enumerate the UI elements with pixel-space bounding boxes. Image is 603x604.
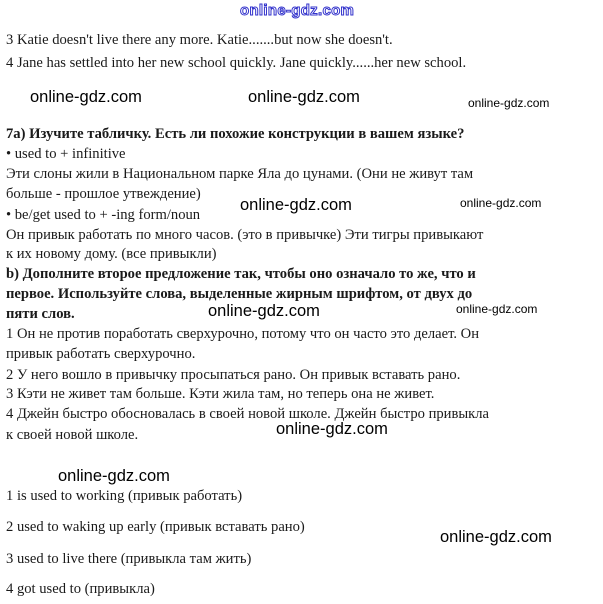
answer-1: 1 is used to working (привык работать)	[6, 488, 243, 504]
watermark: online-gdz.com	[468, 96, 550, 110]
sentence-1-line-2: привык работать сверхурочно.	[6, 346, 196, 362]
watermark: online-gdz.com	[248, 88, 360, 106]
example-1-line-1: Эти слоны жили в Национальном парке Яла до цунами. (Они не живут там	[6, 166, 474, 182]
watermark-top: online-gdz.com	[240, 2, 355, 19]
watermark: online-gdz.com	[276, 420, 388, 438]
bullet-used-to: • used to + infinitive	[6, 146, 126, 162]
task-7b-title-line-3: пяти слов.	[6, 306, 75, 322]
exercise-line-3: 3 Katie doesn't live there any more. Katie.......but now she doesn't.	[6, 32, 393, 48]
example-1-line-2: больше - прошлое утвеждение)	[6, 186, 201, 202]
example-2-line-1: Он привык работать по много часов. (это в привычке) Эти тигры привыкают	[6, 227, 484, 243]
task-7b-title-line-1: b) Дополните второе предложение так, чтобы оно означало то же, что и	[6, 266, 476, 282]
watermark: online-gdz.com	[456, 302, 538, 316]
answer-3: 3 used to live there (привыкла там жить)	[6, 551, 252, 567]
sentence-2: 2 У него вошло в привычку просыпаться рано. Он привык вставать рано.	[6, 367, 461, 383]
watermark: online-gdz.com	[460, 196, 542, 210]
watermark: online-gdz.com	[240, 196, 352, 214]
sentence-3: 3 Кэти не живет там больше. Кэти жила там, но теперь она не живет.	[6, 386, 435, 402]
watermark: online-gdz.com	[208, 302, 320, 320]
watermark: online-gdz.com	[30, 88, 142, 106]
task-7b-title-line-2: первое. Используйте слова, выделенные жирным шрифтом, от двух до	[6, 286, 473, 302]
sentence-4-line-2: к своей новой школе.	[6, 427, 139, 443]
answer-2: 2 used to waking up early (привык вставать рано)	[6, 519, 305, 535]
exercise-line-4: 4 Jane has settled into her new school quickly. Jane quickly......her new school.	[6, 55, 467, 71]
example-2-line-2: к их новому дому. (все привыкли)	[6, 246, 217, 262]
watermark: online-gdz.com	[440, 528, 552, 546]
answer-4: 4 got used to (привыкла)	[6, 581, 155, 597]
task-7a-title: 7а) Изучите табличку. Есть ли похожие конструкции в вашем языке?	[6, 126, 465, 142]
watermark: online-gdz.com	[58, 467, 170, 485]
sentence-4-line-1: 4 Джейн быстро обосновалась в своей новой школе. Джейн быстро привыкла	[6, 406, 490, 422]
sentence-1-line-1: 1 Он не против поработать сверхурочно, потому что он часто это делает. Он	[6, 326, 480, 342]
bullet-be-get-used-to: • be/get used to + -ing form/noun	[6, 207, 201, 223]
